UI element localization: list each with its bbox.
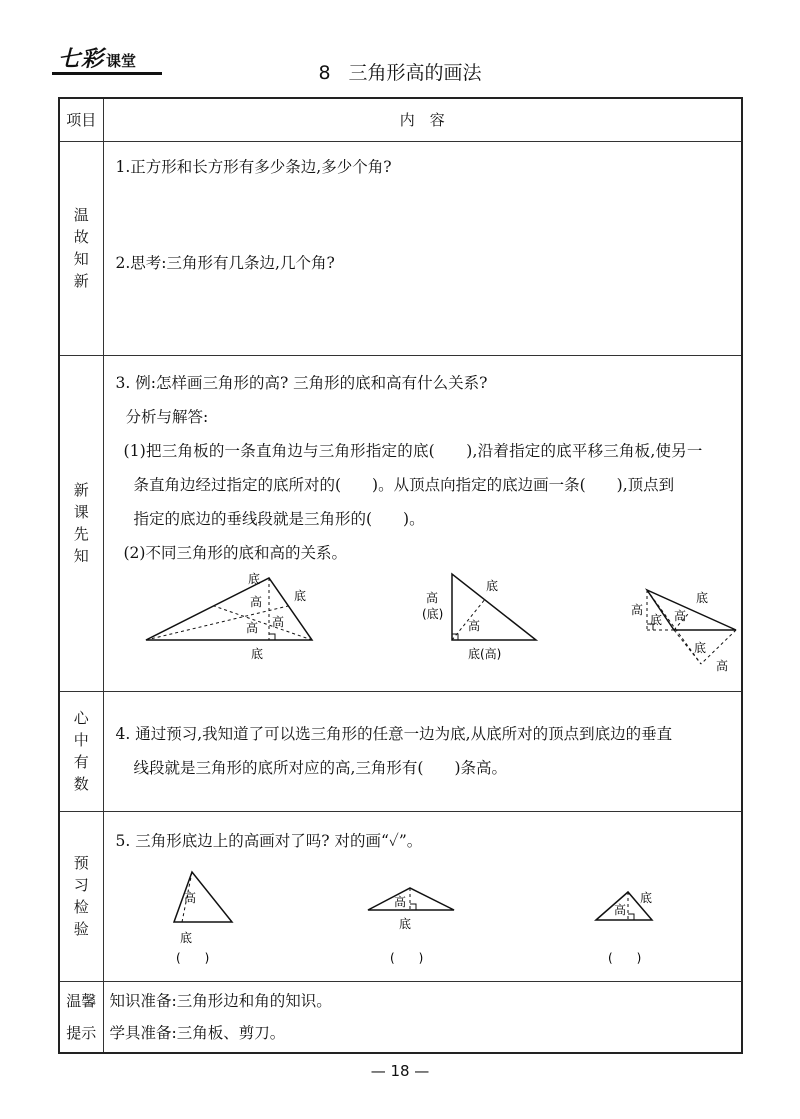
label-gao: 高 [613,902,626,917]
label-gao: 高 [467,618,480,633]
summary-line-2: 线段就是三角形的底所对应的高,三角形有( )条高。 [133,759,508,777]
label-di: 底 [639,890,652,905]
paragraph-2: (2)不同三角形的底和高的关系。 [123,543,347,562]
right-angle-mark [628,914,634,920]
section-label-summary: 心中有数 [73,709,89,793]
label-di-paren: (底) [421,606,443,621]
section-label-new-lesson: 新课先知 [73,481,89,565]
check-triangle-c [596,890,652,965]
check-triangle-a [174,872,232,965]
section-tips [59,981,742,1053]
triangle-examples-figure [104,570,744,680]
analysis-heading: 分析与解答: [125,407,209,426]
label-di: 底 [247,571,260,586]
label-gao: 高 [183,890,196,905]
label-gao: 高 [673,608,686,623]
extension-line [647,590,701,664]
header-item: 项目 [59,98,103,141]
label-di: 底 [179,930,192,945]
label-di: 底 [695,590,708,605]
question-2: 2.思考:三角形有几条边,几个角? [115,253,335,272]
check-figures [104,858,744,970]
page-number: — 18 — [370,1062,430,1080]
label-di: 底 [250,646,263,661]
label-gao: 高 [425,590,438,605]
answer-blank[interactable]: ( ) [389,950,423,965]
section-label-review: 温故知新 [73,206,89,290]
tips-label-2: 提示 [66,1023,97,1042]
worksheet-table [58,97,743,1054]
lesson-number: 8 [318,62,331,84]
label-gao: 高 [715,658,728,673]
paragraph-1-line-1: (1)把三角板的一条直角边与三角形指定的底( ),沿着指定的底平移三角板,使另一 [123,441,703,460]
paragraph-1-line-3: 指定的底边的垂线段就是三角形的( )。 [133,509,425,528]
triangle [174,872,232,922]
label-di: 底 [485,578,498,593]
label-di: 底 [293,588,306,603]
tips-tools: 学具准备:三角板、剪刀。 [109,1023,286,1042]
acute-triangle-figure [146,571,312,661]
right-angle-mark [269,634,275,640]
header-content: 内 容 [103,98,742,141]
height-line [214,606,312,640]
label-di-gao: 底(高) [467,646,501,661]
question-3: 3. 例:怎样画三角形的高? 三角形的底和高有什么关系? [115,373,488,392]
question-5: 5. 三角形底边上的高画对了吗? 对的画“✓”。 [115,831,423,850]
label-di: 底 [398,916,411,931]
answer-blank[interactable]: ( ) [607,950,641,965]
right-angle-mark [410,904,416,910]
height-line [146,606,288,640]
section-new-lesson [59,355,742,691]
label-gao: 高 [245,620,258,635]
label-gao: 高 [271,614,284,629]
section-summary [59,691,742,811]
paragraph-1-line-2: 条直角边经过指定的底所对的( )。从顶点向指定的底边画一条( ),顶点到 [133,475,675,494]
section-label-check: 预习检验 [73,854,89,938]
section-check [59,811,742,981]
summary-line-1: 4. 通过预习,我知道了可以选三角形的任意一边为底,从底所对的顶点到底边的垂直 [115,725,673,743]
label-gao: 高 [249,594,262,609]
lesson-title: 三角形高的画法 [348,62,482,84]
tips-label-1: 温馨 [66,991,97,1010]
section-review [59,141,742,355]
label-di: 底 [693,640,706,655]
brand-sub: 课堂 [106,52,137,70]
label-gao: 高 [630,602,643,617]
page-title [0,58,800,85]
answer-blank[interactable]: ( ) [175,950,209,965]
question-1: 1.正方形和长方形有多少条边,多少个角? [115,157,392,176]
label-gao: 高 [393,894,406,909]
check-triangle-b [368,888,454,965]
brand-name: 七彩 [58,47,105,72]
tips-knowledge: 知识准备:三角形边和角的知识。 [109,991,332,1010]
label-di: 底 [649,612,662,627]
table-header-row [59,98,742,141]
obtuse-triangle-figure [631,590,736,673]
acute-triangle [146,578,312,640]
triangle [368,888,454,910]
right-triangle-figure [422,574,536,661]
